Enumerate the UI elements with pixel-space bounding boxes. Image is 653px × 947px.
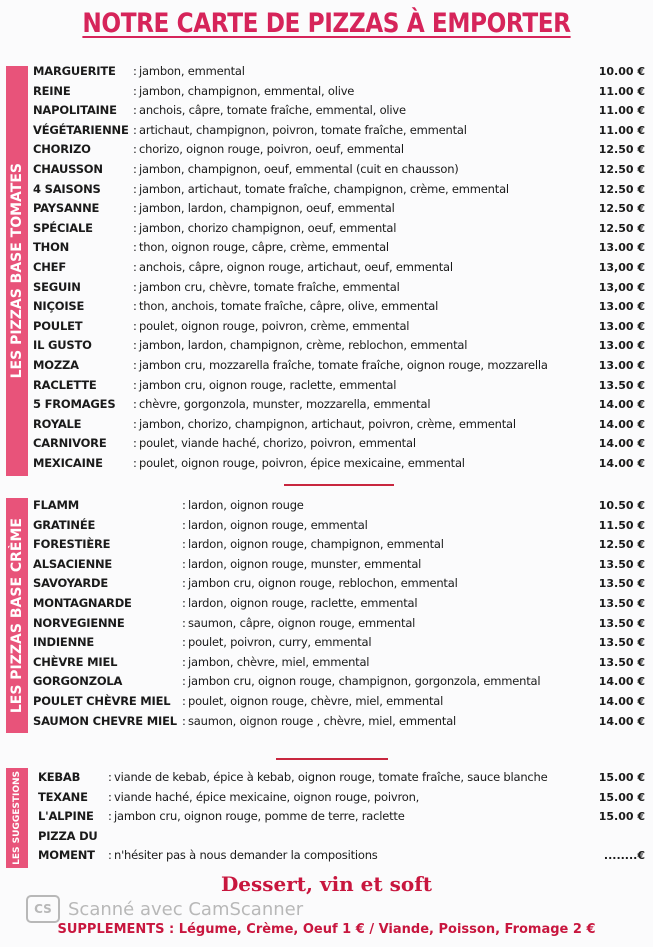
menu-item [0, 317, 653, 336]
item-price: 14.00 € [598, 398, 645, 412]
item-separator: : [182, 537, 186, 552]
camscanner-logo: CS [26, 895, 60, 923]
item-ingredients: jambon, chorizo champignon, oeuf, emmental [139, 220, 397, 235]
item-separator: : [182, 576, 186, 591]
item-ingredients: jambon, champignon, oeuf, emmental (cuit en chausson) [139, 162, 459, 176]
item-name: PAYSANNE [33, 201, 100, 216]
item-ingredients: poulet, poivron, curry, emmental [188, 635, 372, 650]
item-price: 12.50 € [598, 143, 645, 157]
item-name: GRATINÉE [33, 517, 96, 532]
item-name: CHORIZO [33, 142, 91, 157]
item-ingredients: jambon, emmental [139, 64, 245, 78]
item-name: THON [33, 240, 70, 255]
menu-item [0, 827, 653, 846]
item-name: MONTAGNARDE [33, 596, 132, 610]
item-price: 13.00 € [598, 319, 645, 333]
item-price: 13,00 € [598, 280, 645, 294]
item-ingredients: poulet, viande haché, chorizo, poivron, emmental [139, 436, 416, 451]
item-ingredients: anchois, câpre, oignon rouge, artichaut, oeuf, emmental [139, 260, 453, 274]
menu-item [0, 768, 653, 787]
item-price: 13.00 € [598, 241, 645, 255]
item-price: 10.00 € [598, 65, 645, 78]
item-price: 13.50 € [598, 655, 645, 669]
item-separator: : [133, 103, 137, 118]
item-price: 13,00 € [598, 261, 645, 274]
item-price: 14.00 € [598, 695, 645, 708]
item-separator: : [108, 809, 112, 824]
menu-item [0, 199, 653, 218]
item-price: 11.00 € [598, 104, 645, 118]
item-price: 15.00 € [598, 810, 645, 824]
item-price: 13.50 € [598, 378, 645, 392]
menu-item [0, 140, 653, 159]
item-ingredients: viande de kebab, épice à kebab, oignon rouge, tomate fraîche, sauce blanche [114, 770, 548, 784]
menu-item [0, 82, 653, 101]
item-price: 12.50 € [598, 538, 645, 552]
menu-item [0, 415, 653, 434]
item-ingredients: jambon cru, oignon rouge, reblochon, emmental [188, 576, 458, 591]
item-price: 14.00 € [598, 417, 645, 431]
item-ingredients: artichaut, champignon, poivron, tomate fraîche, emmental [139, 122, 467, 137]
menu-item [0, 336, 653, 355]
item-name: CARNIVORE [33, 436, 107, 451]
item-ingredients: n'hésiter pas à nous demander la compositions [114, 848, 378, 863]
item-separator: : [182, 615, 186, 630]
item-name: IL GUSTO [33, 338, 92, 353]
item-name: GORGONZOLA [33, 674, 123, 689]
menu-item [0, 258, 653, 277]
menu-item [0, 672, 653, 691]
item-ingredients: jambon, artichaut, tomate fraîche, champignon, crème, emmental [139, 181, 509, 196]
item-name: SAUMON CHEVRE MIEL [33, 713, 177, 728]
item-ingredients: thon, oignon rouge, câpre, crème, emmental [139, 240, 389, 255]
item-ingredients: jambon, lardon, champignon, crème, reblochon, emmental [139, 338, 468, 353]
item-name: VÉGÉTARIENNE [33, 122, 129, 137]
item-price: 13.00 € [598, 339, 645, 353]
item-separator: : [133, 122, 137, 137]
item-separator: : [133, 142, 137, 157]
menu-item [0, 788, 653, 807]
menu-item [0, 633, 653, 652]
item-name: MEXICAINE [33, 456, 103, 470]
item-name: POULET [33, 318, 83, 333]
item-ingredients: poulet, oignon rouge, chèvre, miel, emmental [188, 694, 444, 708]
item-price: 13.00 € [598, 359, 645, 372]
item-separator: : [133, 279, 137, 294]
item-separator: : [182, 674, 186, 689]
page-title: NOTRE CARTE DE PIZZAS À EMPORTER [82, 8, 571, 39]
menu-item [0, 712, 653, 731]
item-separator: : [133, 358, 137, 372]
item-separator: : [133, 260, 137, 274]
item-price: 15.00 € [598, 790, 645, 804]
item-ingredients: poulet, oignon rouge, poivron, épice mexicaine, emmental [139, 456, 465, 470]
item-separator: : [182, 517, 186, 532]
item-separator: : [133, 456, 137, 470]
item-ingredients: thon, anchois, tomate fraîche, câpre, olive, emmental [139, 299, 439, 314]
menu-item [0, 846, 653, 865]
item-ingredients: jambon cru, oignon rouge, pomme de terre, raclette [114, 809, 405, 824]
item-price: 13.50 € [598, 557, 645, 571]
item-ingredients: jambon, champignon, emmental, olive [139, 83, 355, 98]
item-separator: : [108, 770, 112, 784]
section-divider [284, 484, 394, 486]
item-name: 4 SAISONS [33, 181, 101, 196]
item-separator: : [133, 181, 137, 196]
menu-item [0, 574, 653, 593]
item-name: CHEF [33, 260, 66, 274]
item-separator: : [133, 377, 137, 392]
item-separator: : [108, 789, 112, 804]
item-name: L'ALPINE [38, 809, 94, 824]
item-separator: : [133, 416, 137, 431]
item-price: 13.50 € [598, 636, 645, 650]
item-separator: : [182, 498, 186, 512]
item-ingredients: jambon cru, oignon rouge, raclette, emmental [139, 377, 397, 392]
menu-item [0, 180, 653, 199]
item-price: 14.00 € [598, 457, 645, 470]
item-ingredients: chèvre, gorgonzola, munster, mozzarella, emmental [139, 397, 431, 412]
item-separator: : [182, 654, 186, 669]
item-price: 12.50 € [598, 221, 645, 235]
menu-item [0, 101, 653, 120]
menu-item [0, 376, 653, 395]
camscanner-watermark [26, 895, 303, 923]
item-price: 14.00 € [598, 437, 645, 451]
item-price: 12.50 € [598, 202, 645, 216]
item-name: POULET CHÈVRE MIEL [33, 694, 171, 708]
item-name: FORESTIÈRE [33, 537, 111, 552]
item-name: MOZZA [33, 358, 79, 372]
item-price: ........€ [603, 849, 645, 863]
item-price: 11.50 € [598, 518, 645, 532]
menu-item [0, 160, 653, 179]
menu-item [0, 434, 653, 453]
item-separator: : [133, 397, 137, 412]
item-separator: : [133, 201, 137, 216]
item-price: 11.00 € [598, 123, 645, 137]
item-separator: : [182, 596, 186, 610]
item-separator: : [108, 848, 112, 863]
item-ingredients: saumon, câpre, oignon rouge, emmental [188, 615, 416, 630]
item-price: 13.50 € [598, 616, 645, 630]
item-name: NORVEGIENNE [33, 615, 125, 630]
menu-item [0, 614, 653, 633]
item-name: RACLETTE [33, 377, 97, 392]
item-separator: : [133, 338, 137, 353]
item-price: 15.00 € [598, 771, 645, 784]
menu-item [0, 555, 653, 574]
item-name: ROYALE [33, 416, 82, 431]
menu-item [0, 692, 653, 711]
item-ingredients: anchois, câpre, tomate fraîche, emmental, olive [139, 103, 406, 118]
item-ingredients: viande haché, épice mexicaine, oignon rouge, poivron, [114, 789, 420, 804]
menu-item [0, 121, 653, 140]
item-separator: : [133, 83, 137, 98]
menu-item [0, 594, 653, 613]
item-ingredients: chorizo, oignon rouge, poivron, oeuf, emmental [139, 142, 404, 157]
item-ingredients: lardon, oignon rouge, munster, emmental [188, 556, 422, 571]
item-price: 11.00 € [598, 84, 645, 98]
section-label-tomate-text: LES PIZZAS BASE TOMATES [9, 163, 25, 379]
item-price: 12.50 € [598, 182, 645, 196]
menu-item [0, 219, 653, 238]
menu-item [0, 278, 653, 297]
item-ingredients: lardon, oignon rouge [188, 498, 304, 512]
section-label-suggestions-text: LES SUGGESTIONS [12, 771, 22, 865]
item-ingredients: lardon, oignon rouge, champignon, emmental [188, 537, 444, 552]
section-divider [276, 758, 388, 760]
item-price: 13.50 € [598, 597, 645, 610]
menu-item [0, 356, 653, 375]
watermark-text: Scanné avec CamScanner [68, 898, 304, 920]
item-price: 12.50 € [598, 163, 645, 176]
item-price: 13.00 € [598, 300, 645, 314]
item-ingredients: jambon cru, oignon rouge, champignon, gorgonzola, emmental [188, 674, 541, 689]
item-separator: : [133, 64, 137, 78]
menu-item [0, 238, 653, 257]
item-name: CHAUSSON [33, 162, 103, 176]
item-ingredients: lardon, oignon rouge, emmental [188, 517, 368, 532]
item-ingredients: jambon, lardon, champignon, oeuf, emmental [139, 201, 395, 216]
item-separator: : [182, 713, 186, 728]
menu-item [0, 297, 653, 316]
item-name: SEGUIN [33, 279, 81, 294]
item-name: KEBAB [38, 770, 81, 784]
item-price: 14.00 € [598, 714, 645, 728]
item-price: 10.50 € [598, 499, 645, 512]
item-name: CHÈVRE MIEL [33, 654, 118, 669]
item-separator: : [133, 318, 137, 333]
item-name: NAPOLITAINE [33, 103, 117, 118]
item-name: 5 FROMAGES [33, 397, 116, 412]
item-separator: : [133, 436, 137, 451]
menu-item [0, 395, 653, 414]
item-name: NIÇOISE [33, 299, 85, 314]
menu-item [0, 454, 653, 473]
item-name: PIZZA DU [38, 828, 98, 843]
item-separator: : [182, 556, 186, 571]
item-ingredients: lardon, oignon rouge, raclette, emmental [188, 596, 418, 610]
item-ingredients: poulet, oignon rouge, poivron, crème, emmental [139, 318, 410, 333]
menu-item [0, 807, 653, 826]
item-name: TEXANE [38, 789, 88, 804]
item-separator: : [133, 299, 137, 314]
menu-item [0, 62, 653, 81]
item-ingredients: jambon, chèvre, miel, emmental [188, 654, 370, 669]
supplements-line: SUPPLEMENTS : Légume, Crème, Oeuf 1 € / Viande, Poisson, Fromage 2 € [57, 922, 596, 937]
menu-item [0, 516, 653, 535]
item-separator: : [182, 694, 186, 708]
item-name: MOMENT [38, 848, 95, 863]
item-ingredients: jambon cru, mozzarella fraîche, tomate fraîche, oignon rouge, mozzarella [139, 358, 548, 372]
item-name: SPÉCIALE [33, 220, 93, 235]
item-price: 14.00 € [598, 675, 645, 689]
item-name: FLAMM [33, 498, 79, 512]
item-price: 13.50 € [598, 577, 645, 591]
menu-item [0, 535, 653, 554]
item-ingredients: jambon, chorizo, champignon, artichaut, poivron, crème, emmental [139, 416, 516, 431]
item-name: INDIENNE [33, 635, 95, 650]
item-separator: : [133, 162, 137, 176]
item-name: MARGUERITE [33, 64, 116, 78]
item-ingredients: jambon cru, chèvre, tomate fraîche, emmental [139, 279, 400, 294]
item-separator: : [133, 220, 137, 235]
dessert-line: Dessert, vin et soft [220, 872, 433, 896]
menu-item [0, 653, 653, 672]
item-ingredients: saumon, oignon rouge , chèvre, miel, emmental [188, 713, 457, 728]
item-separator: : [133, 240, 137, 255]
item-name: REINE [33, 83, 71, 98]
item-name: SAVOYARDE [33, 576, 109, 591]
item-separator: : [182, 635, 186, 650]
menu-item [0, 496, 653, 515]
item-name: ALSACIENNE [33, 556, 113, 571]
section-label-creme-text: LES PIZZAS BASE CRÈME [9, 517, 25, 714]
